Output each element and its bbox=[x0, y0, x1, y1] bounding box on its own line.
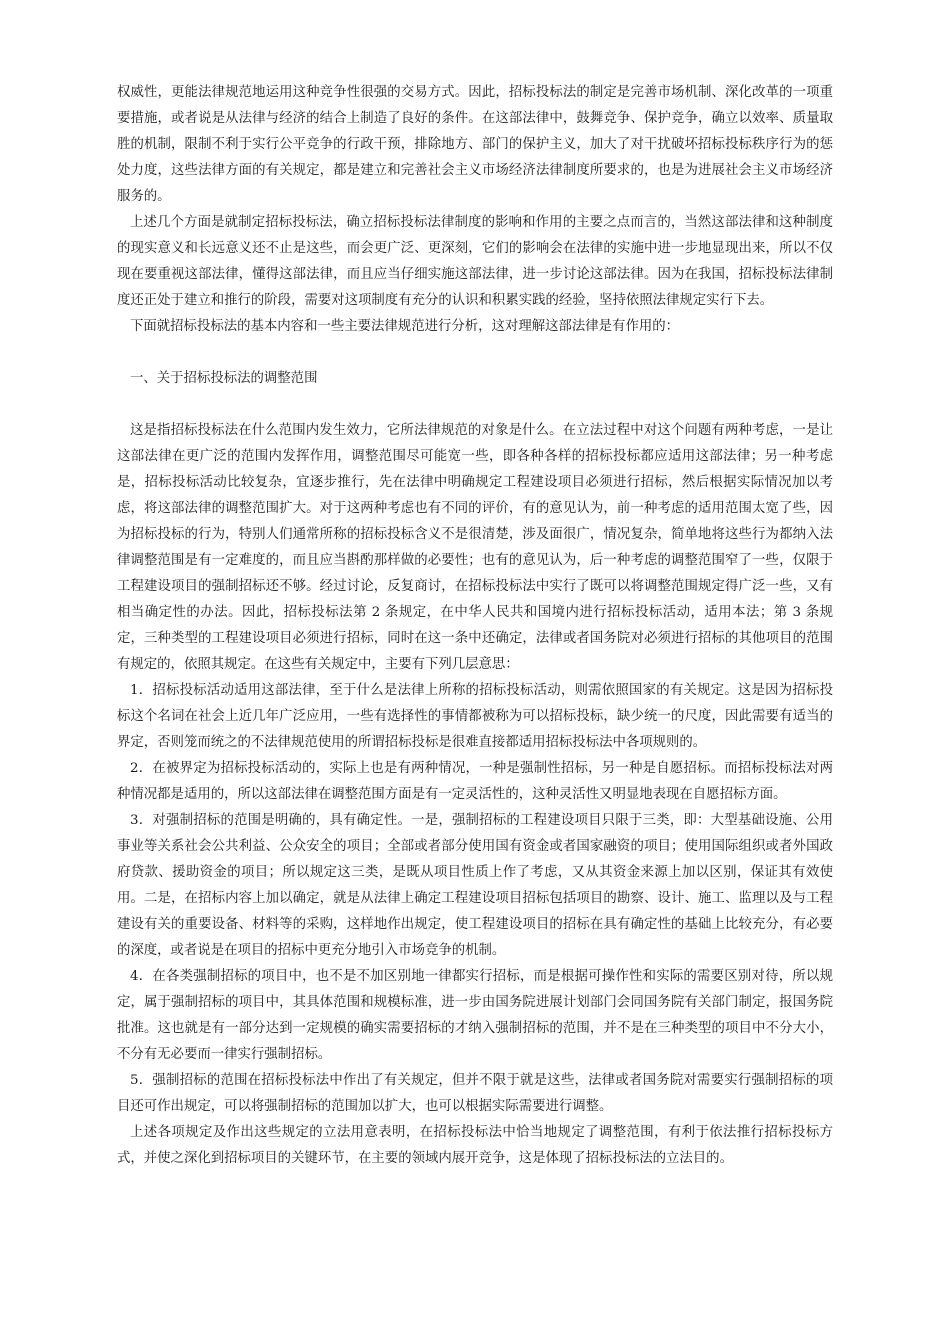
section-heading: 一、关于招标投标法的调整范围 bbox=[130, 371, 318, 386]
spacer bbox=[117, 340, 833, 366]
conclusion-paragraph: 上述各项规定及作出这些规定的立法用意表明，在招标投标法中恰当地规定了调整范围，有利于依法推行招标投标方式，并使之深化到招标项目的关键环节，在主要的领域内展开竞争，这是体现了招标投标法的立法目的。 bbox=[117, 1125, 833, 1166]
document-body bbox=[117, 80, 833, 1172]
list-item-5: 5．强制招标的范围在招标投标法中作出了有关规定，但并不限于就是这些，法律或者国务院对需要实行强制招标的项目还可作出规定，可以将强制招标的范围加以扩大，也可以根据实际需要进行调整。 bbox=[117, 1073, 833, 1114]
scope-paragraph: 这是指招标投标法在什么范围内发生效力，它所法律规范的对象是什么。在立法过程中对这个问题有两种考虑，一是让这部法律在更广泛的范围内发挥作用，调整范围尽可能宽一些，即各种各样的招标投标都应适用这部法律；另一种考虑是，招标投标活动比较复杂，宜逐步推行，先在法律中明确规定工程建设项目必须进行招标，然后根据实际情况加以考虑，将这部法律的调整范围扩大。对于这两种考虑也有不同的评价，有的意见认为，前一种考虑的适用范围太宽了些，因为招标投标的行为，特别人们通常所称的招标投标含义不是很清楚，涉及面很广，情况复杂，简单地将这些行为都纳入法律调整范围是有一定难度的，而且应当斟酌那样做的必要性；也有的意见认为，后一种考虑的调整范围窄了一些，仅限于工程建设项目的强制招标还不够。经过讨论，反复商讨，在招标投标法中实行了既可以将调整范围规定得广泛一些，又有相当确定性的办法。因此，招标投标法第 2 条规定，在中华人民共和国境内进行招标投标活动，适用本法；第 3 条规定，三种类型的工程建设项目必须进行招标，同时在这一条中还确定，法律或者国务院对必须进行招标的其他项目的范围有规定的，依照其规定。在这些有关规定中，主要有下列几层意思： bbox=[117, 423, 833, 672]
list-item-1: 1．招标投标活动适用这部法律，至于什么是法律上所称的招标投标活动，则需依照国家的有关规定。这是因为招标投标这个名词在社会上近几年广泛应用，一些有选择性的事情都被称为可以招标投标，缺少统一的尺度，因此需要有适当的界定，否则笼而统之的不法律规范使用的所谓招标投标是很难直接都适用招标投标法中各项规则的。 bbox=[117, 683, 833, 750]
list-item-3: 3．对强制招标的范围是明确的，具有确定性。一是，强制招标的工程建设项目只限于三类，即：大型基础设施、公用事业等关系社会公共利益、公众安全的项目；全部或者部分使用国有资金或者国家融资的项目；使用国际组织或者外国政府贷款、援助资金的项目；所以规定这三类，是既从项目性质上作了考虑，又从其资金来源上加以区别，保证其有效使用。二是，在招标内容上加以确定，就是从法律上确定工程建设项目招标包括项目的勘察、设计、施工、监理以及与工程建设有关的重要设备、材料等的采购，这样地作出规定，使工程建设项目的招标在具有确定性的基础上比较充分，有必要的深度，或者说是在项目的招标中更充分地引入市场竞争的机制。 bbox=[117, 813, 833, 958]
intro-paragraph-2: 上述几个方面是就制定招标投标法，确立招标投标法律制度的影响和作用的主要之点而言的，当然这部法律和这种制度的现实意义和长远意义还不止是这些，而会更广泛、更深刻，它们的影响会在法律的实施中进一步地显现出来，所以不仅现在要重视这部法律，懂得这部法律，而且应当仔细实施这部法律，进一步讨论这部法律。因为在我国，招标投标法律制度还正处于建立和推行的阶段，需要对这项制度有充分的认识和积累实践的经验，坚持依照法律规定实行下去。 bbox=[117, 215, 833, 308]
spacer bbox=[117, 392, 833, 418]
list-item-4: 4．在各类强制招标的项目中，也不是不加区别地一律都实行招标，而是根据可操作性和实际的需要区别对待，所以规定，属于强制招标的项目中，其具体范围和规模标准，进一步由国务院进展计划部门会同国务院有关部门制定，报国务院批准。这也就是有一部分达到一定规模的确实需要招标的才纳入强制招标的范围，并不是在三种类型的项目中不分大小，不分有无必要而一律实行强制招标。 bbox=[117, 969, 833, 1062]
intro-paragraph-3: 下面就招标投标法的基本内容和一些主要法律规范进行分析，这对理解这部法律是有作用的： bbox=[130, 319, 680, 334]
list-item-2: 2．在被界定为招标投标活动的，实际上也是有两种情况，一种是强制性招标，另一种是自愿招标。而招标投标法对两种情况都是适用的，所以这部法律在调整范围方面是有一定灵活性的，这种灵活性又明显地表现在自愿招标方面。 bbox=[117, 761, 833, 802]
intro-paragraph-1: 权威性，更能法律规范地运用这种竞争性很强的交易方式。因此，招标投标法的制定是完善市场机制、深化改革的一项重要措施，或者说是从法律与经济的结合上制造了良好的条件。在这部法律中，鼓舞竞争、保护竞争，确立以效率、质量取胜的机制，限制不利于实行公平竞争的行政干预，排除地方、部门的保护主义，加大了对干扰破坏招标投标秩序行为的惩处力度，这些法律方面的有关规定，都是建立和完善社会主义市场经济法律制度所要求的，也是为进展社会主义市场经济服务的。 bbox=[117, 85, 833, 204]
